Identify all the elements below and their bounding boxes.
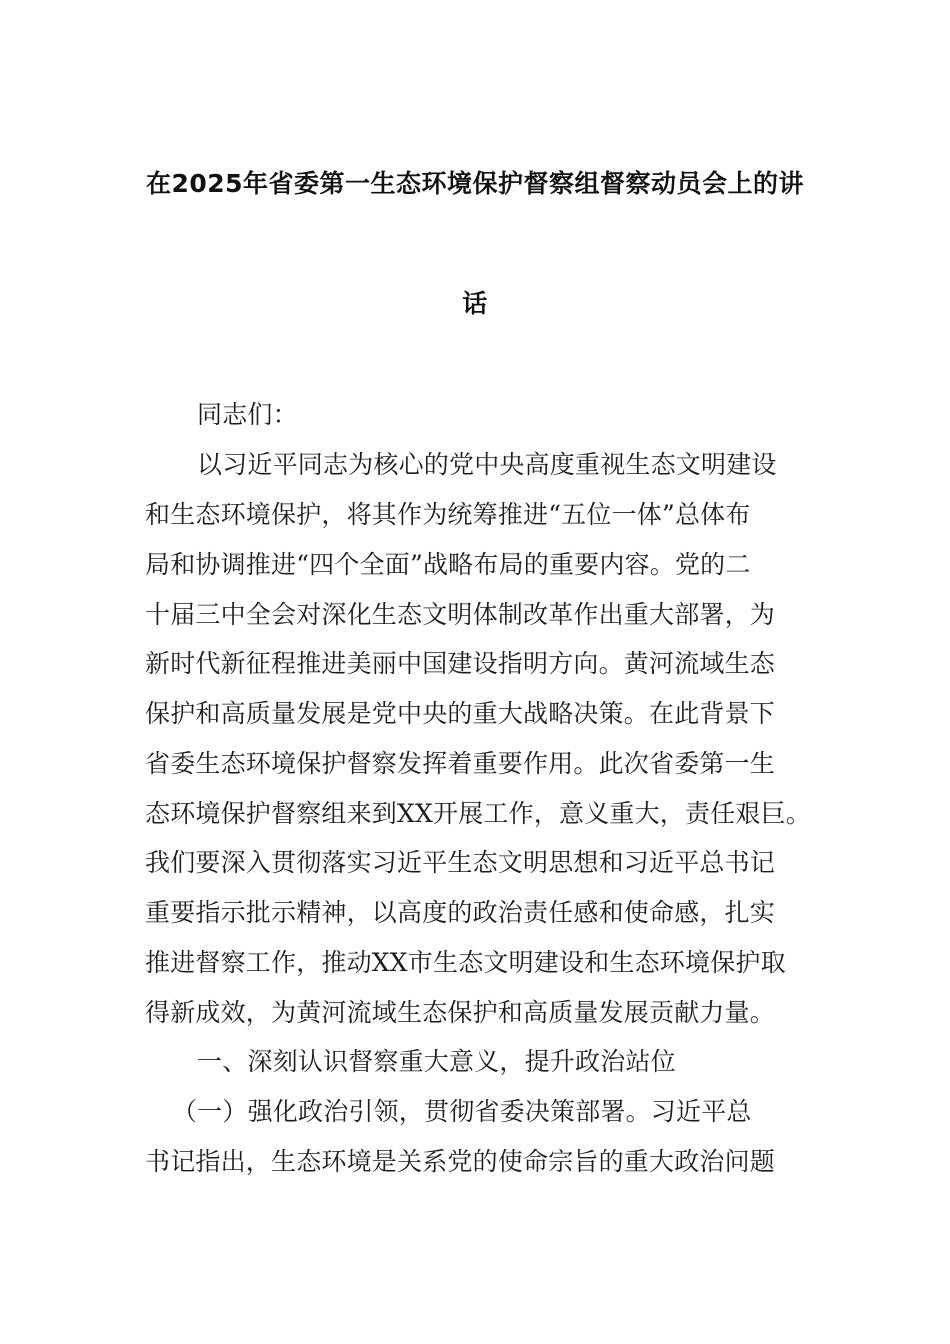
document-title-line-2: 话: [462, 289, 488, 318]
body-line: 得新成效，为黄河流域生态保护和高质量发展贡献力量。: [145, 998, 776, 1027]
body-line: 新时代新征程推进美丽中国建设指明方向。黄河流域生态: [145, 649, 776, 678]
section-heading: 一、深刻认识督察重大意义，提升政治站位: [197, 1047, 676, 1076]
subsection-line: 书记指出，生态环境是关系党的使命宗旨的重大政治问题: [145, 1147, 776, 1176]
body-line: 和生态环境保护，将其作为统筹推进“五位一体”总体布: [145, 500, 751, 529]
body-line: 保护和高质量发展是党中央的重大战略决策。在此背景下: [145, 699, 776, 728]
subsection-line: （一）强化政治引领，贯彻省委决策部署。习近平总: [172, 1097, 752, 1126]
salutation: 同志们：: [197, 400, 298, 429]
body-line: 推进督察工作，推动XX市生态文明建设和生态环境保护取: [145, 948, 786, 977]
body-line: 十届三中全会对深化生态文明体制改革作出重大部署，为: [145, 600, 776, 629]
body-line: 局和协调推进“四个全面”战略布局的重要内容。党的二: [145, 550, 751, 579]
document-title-line-1: 在2025年省委第一生态环境保护督察组督察动员会上的讲: [145, 169, 805, 198]
body-line: 我们要深入贯彻落实习近平生态文明思想和习近平总书记: [145, 848, 776, 877]
body-line: 态环境保护督察组来到XX开展工作，意义重大，责任艰巨。: [145, 799, 811, 828]
body-line: 重要指示批示精神，以高度的政治责任感和使命感，扎实: [145, 898, 776, 927]
body-line: 以习近平同志为核心的党中央高度重视生态文明建设: [197, 450, 777, 479]
body-line: 省委生态环境保护督察发挥着重要作用。此次省委第一生: [145, 749, 776, 778]
